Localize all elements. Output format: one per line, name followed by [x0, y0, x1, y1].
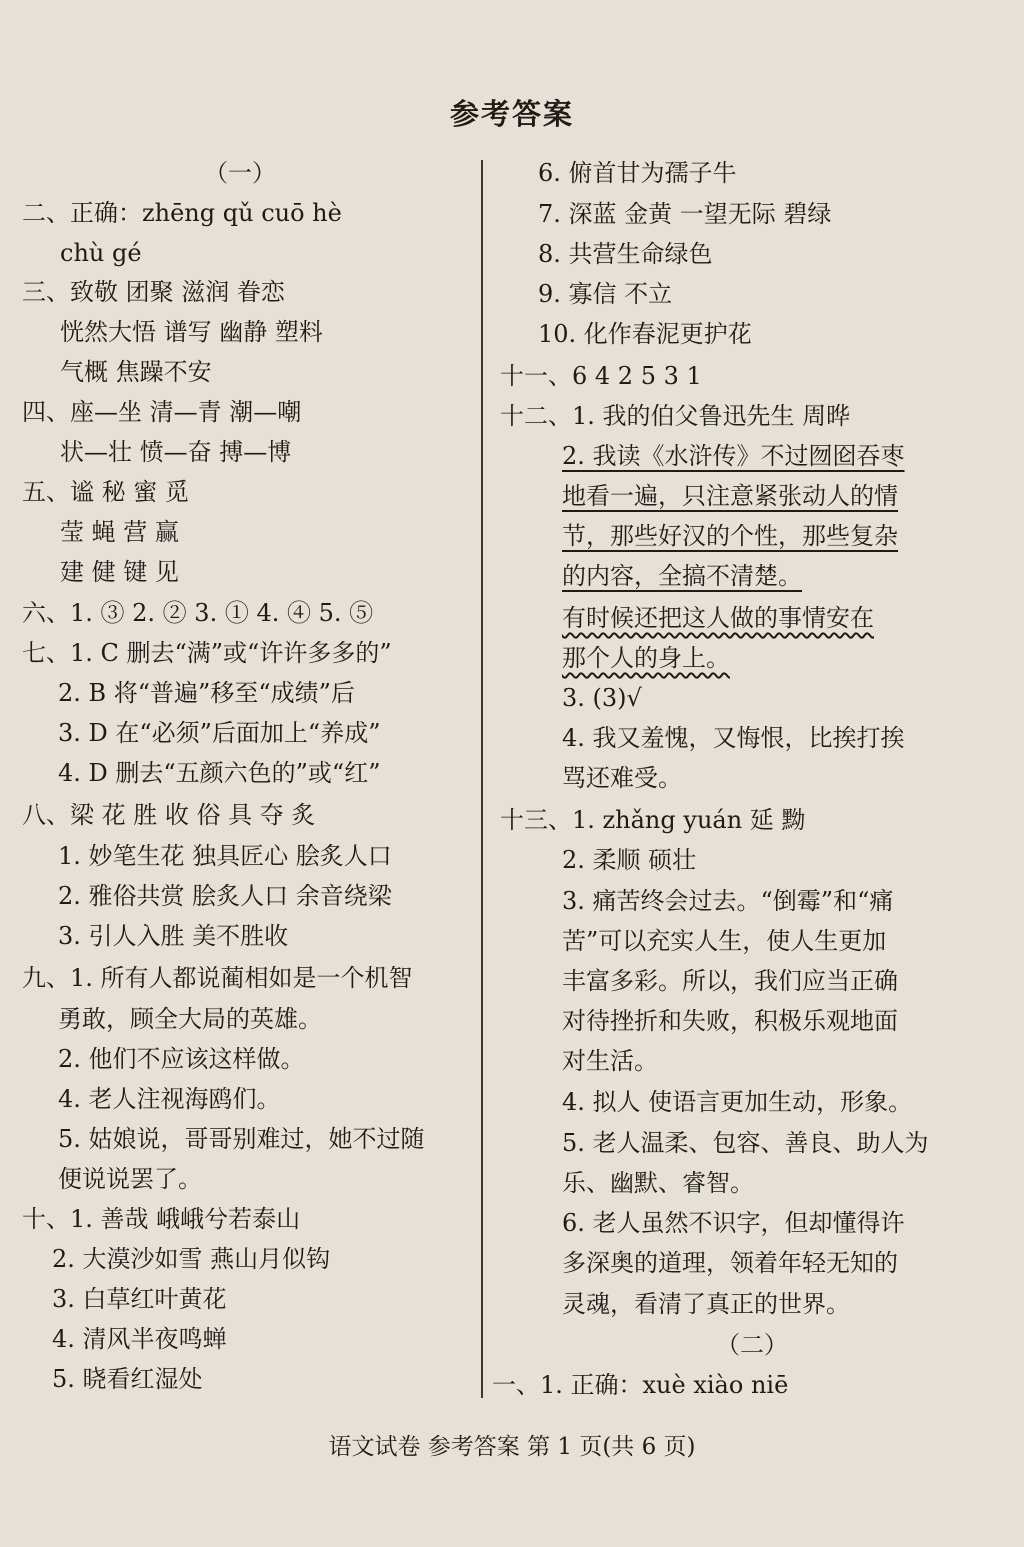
left-answer-line: 4. 老人注视海鸥们。 [58, 1085, 281, 1113]
right-answer-line: 5. 老人温柔、包容、善良、助人为 [562, 1129, 929, 1157]
page-footer: 语文试卷 参考答案 第 1 页(共 6 页) [328, 1434, 696, 1460]
right-answer-line: 多深奥的道理，领着年轻无知的 [562, 1249, 898, 1277]
right-answer-line: 节，那些好汉的个性，那些复杂 [562, 522, 898, 550]
left-answer-line: 4. 清风半夜鸣蝉 [52, 1325, 227, 1353]
left-answer-line: 便说说罢了。 [58, 1165, 202, 1193]
left-answer-line: 5. 姑娘说，哥哥别难过，她不过随 [58, 1125, 425, 1153]
left-answer-line: 恍然大悟 谱写 幽静 塑料 [60, 318, 323, 346]
left-answer-line: 建 健 键 见 [60, 558, 179, 586]
page-title: 参考答案 [449, 97, 574, 131]
left-answer-line: 3. 引人入胜 美不胜收 [58, 922, 289, 950]
right-answer-line: 的内容，全搞不清楚。 [562, 562, 802, 590]
right-answer-line: 十二、1. 我的伯父鲁迅先生 周晔 [500, 402, 851, 430]
right-answer-line: 乐、幽默、睿智。 [562, 1169, 754, 1197]
left-answer-line: 2. 大漠沙如雪 燕山月似钩 [52, 1245, 331, 1273]
right-answer-line: 对待挫折和失败，积极乐观地面 [562, 1007, 898, 1035]
left-answer-line: 六、1. ③ 2. ② 3. ① 4. ④ 5. ⑤ [22, 599, 374, 627]
left-answer-line: 四、座—坐 清—青 潮—嘲 [22, 398, 302, 426]
left-answer-line: （一） [204, 159, 276, 187]
right-answer-line: 4. 拟人 使语言更加生动，形象。 [562, 1088, 913, 1116]
right-answer-line: 苦”可以充实人生，使人生更加 [562, 927, 887, 955]
left-answer-line: 5. 晓看红湿处 [52, 1365, 203, 1393]
left-answer-line: 二、正确：zhēng qǔ cuō hè [22, 199, 342, 227]
right-answer-line: 6. 俯首甘为孺子牛 [538, 159, 737, 187]
left-answer-line: 2. 雅俗共赏 脍炙人口 余音绕梁 [58, 882, 392, 910]
left-answer-line: 八、梁 花 胜 收 俗 具 夺 炙 [22, 801, 316, 829]
left-answer-line: 2. 他们不应该这样做。 [58, 1045, 305, 1073]
left-answer-line: 七、1. C 删去“满”或“许许多多的” [22, 639, 392, 667]
left-answer-line: 4. D 删去“五颜六色的”或“红” [58, 759, 381, 787]
right-answer-line: 那个人的身上。 [562, 644, 730, 672]
left-answer-line: 十、1. 善哉 峨峨兮若泰山 [22, 1205, 301, 1233]
right-answer-line: 地看一遍，只注意紧张动人的情 [562, 482, 898, 510]
right-answer-line: 3. (3)√ [562, 684, 642, 712]
right-answer-line: 骂还难受。 [562, 764, 682, 792]
right-answer-line: 有时候还把这人做的事情安在 [562, 604, 874, 632]
right-answer-line: 3. 痛苦终会过去。“倒霉”和“痛 [562, 887, 894, 915]
right-answer-line: 2. 我读《水浒传》不过囫囵吞枣 [562, 442, 905, 470]
left-answer-line: 九、1. 所有人都说蔺相如是一个机智 [22, 964, 413, 992]
right-answer-line: 4. 我又羞愧，又悔恨，比挨打挨 [562, 724, 905, 752]
left-answer-line: 状—壮 愤—奋 搏—博 [60, 438, 292, 466]
right-answer-line: （二） [716, 1331, 788, 1359]
left-answer-line: chù gé [60, 239, 142, 267]
left-answer-line: 勇敢，顾全大局的英雄。 [58, 1005, 322, 1033]
right-answer-line: 对生活。 [562, 1047, 658, 1075]
left-answer-line: 气概 焦躁不安 [60, 358, 212, 386]
right-answer-line: 2. 柔顺 硕壮 [562, 846, 697, 874]
left-answer-line: 五、谧 秘 蜜 觅 [22, 478, 189, 506]
left-answer-line: 3. D 在“必须”后面加上“养成” [58, 719, 381, 747]
right-answer-line: 10. 化作春泥更护花 [538, 320, 752, 348]
left-answer-line: 2. B 将“普遍”移至“成绩”后 [58, 679, 355, 707]
left-answer-line: 3. 白草红叶黄花 [52, 1285, 227, 1313]
left-answer-line: 1. 妙笔生花 独具匠心 脍炙人口 [58, 842, 392, 870]
left-answer-line: 三、致敬 团聚 滋润 眷恋 [22, 278, 285, 306]
column-divider [481, 160, 483, 1398]
right-answer-line: 7. 深蓝 金黄 一望无际 碧绿 [538, 200, 832, 228]
right-answer-line: 灵魂，看清了真正的世界。 [562, 1290, 850, 1318]
right-answer-line: 丰富多彩。所以，我们应当正确 [562, 967, 898, 995]
right-answer-line: 8. 共营生命绿色 [538, 240, 713, 268]
left-answer-line: 莹 蝇 营 赢 [60, 518, 179, 546]
right-answer-line: 一、1. 正确：xuè xiào niē [492, 1371, 789, 1399]
right-answer-line: 十一、6 4 2 5 3 1 [500, 362, 702, 390]
right-answer-line: 6. 老人虽然不识字，但却懂得许 [562, 1209, 905, 1237]
right-answer-line: 9. 寡信 不立 [538, 280, 673, 308]
right-answer-line: 十三、1. zhǎng yuán 延 黝 [500, 806, 806, 834]
